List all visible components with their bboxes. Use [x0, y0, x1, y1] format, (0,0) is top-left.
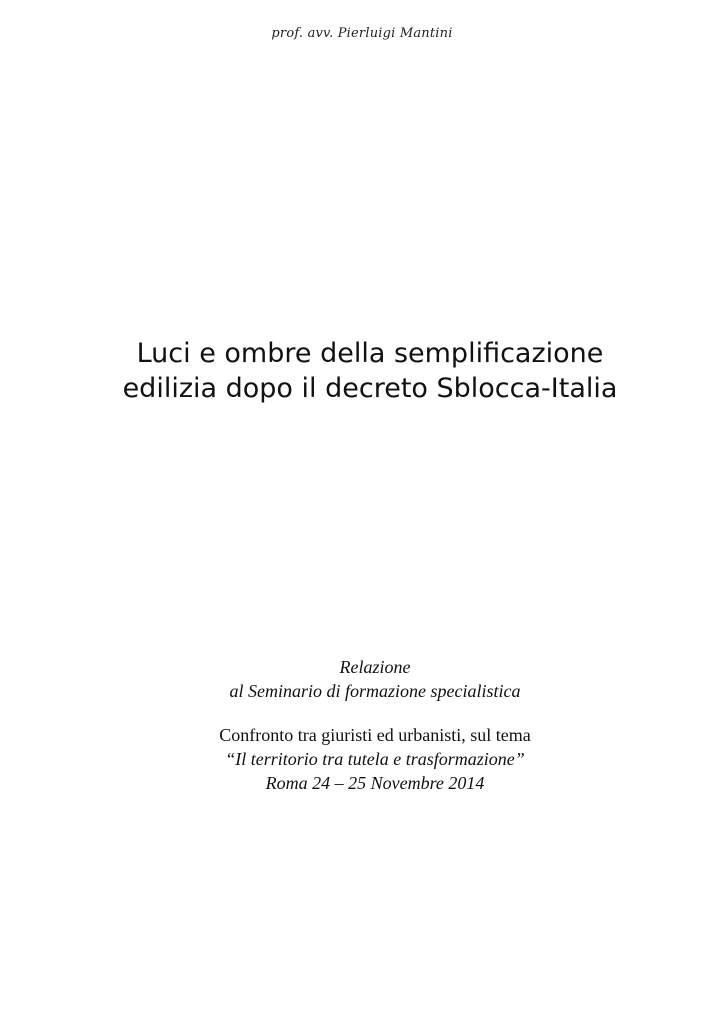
- document-title: [60, 336, 680, 406]
- relazione-label: Relazione: [339, 657, 411, 677]
- date-place-label: Roma 24 – 25 Novembre 2014: [265, 773, 485, 793]
- header-author: prof. avv. Pierluigi Mantini: [271, 26, 453, 41]
- confronto-label: Confronto tra giuristi ed urbanisti, sul tema: [219, 725, 531, 745]
- tema-label: “Il territorio tra tutela e trasformazione”: [225, 749, 525, 769]
- spacer: [80, 703, 670, 723]
- event-info: [80, 655, 670, 795]
- seminario-label: al Seminario di formazione specialistica: [229, 681, 521, 701]
- document-title-line-1: Luci e ombre della semplificazione: [136, 338, 604, 369]
- document-title-line-2: edilizia dopo il decreto Sblocca-Italia: [122, 373, 618, 404]
